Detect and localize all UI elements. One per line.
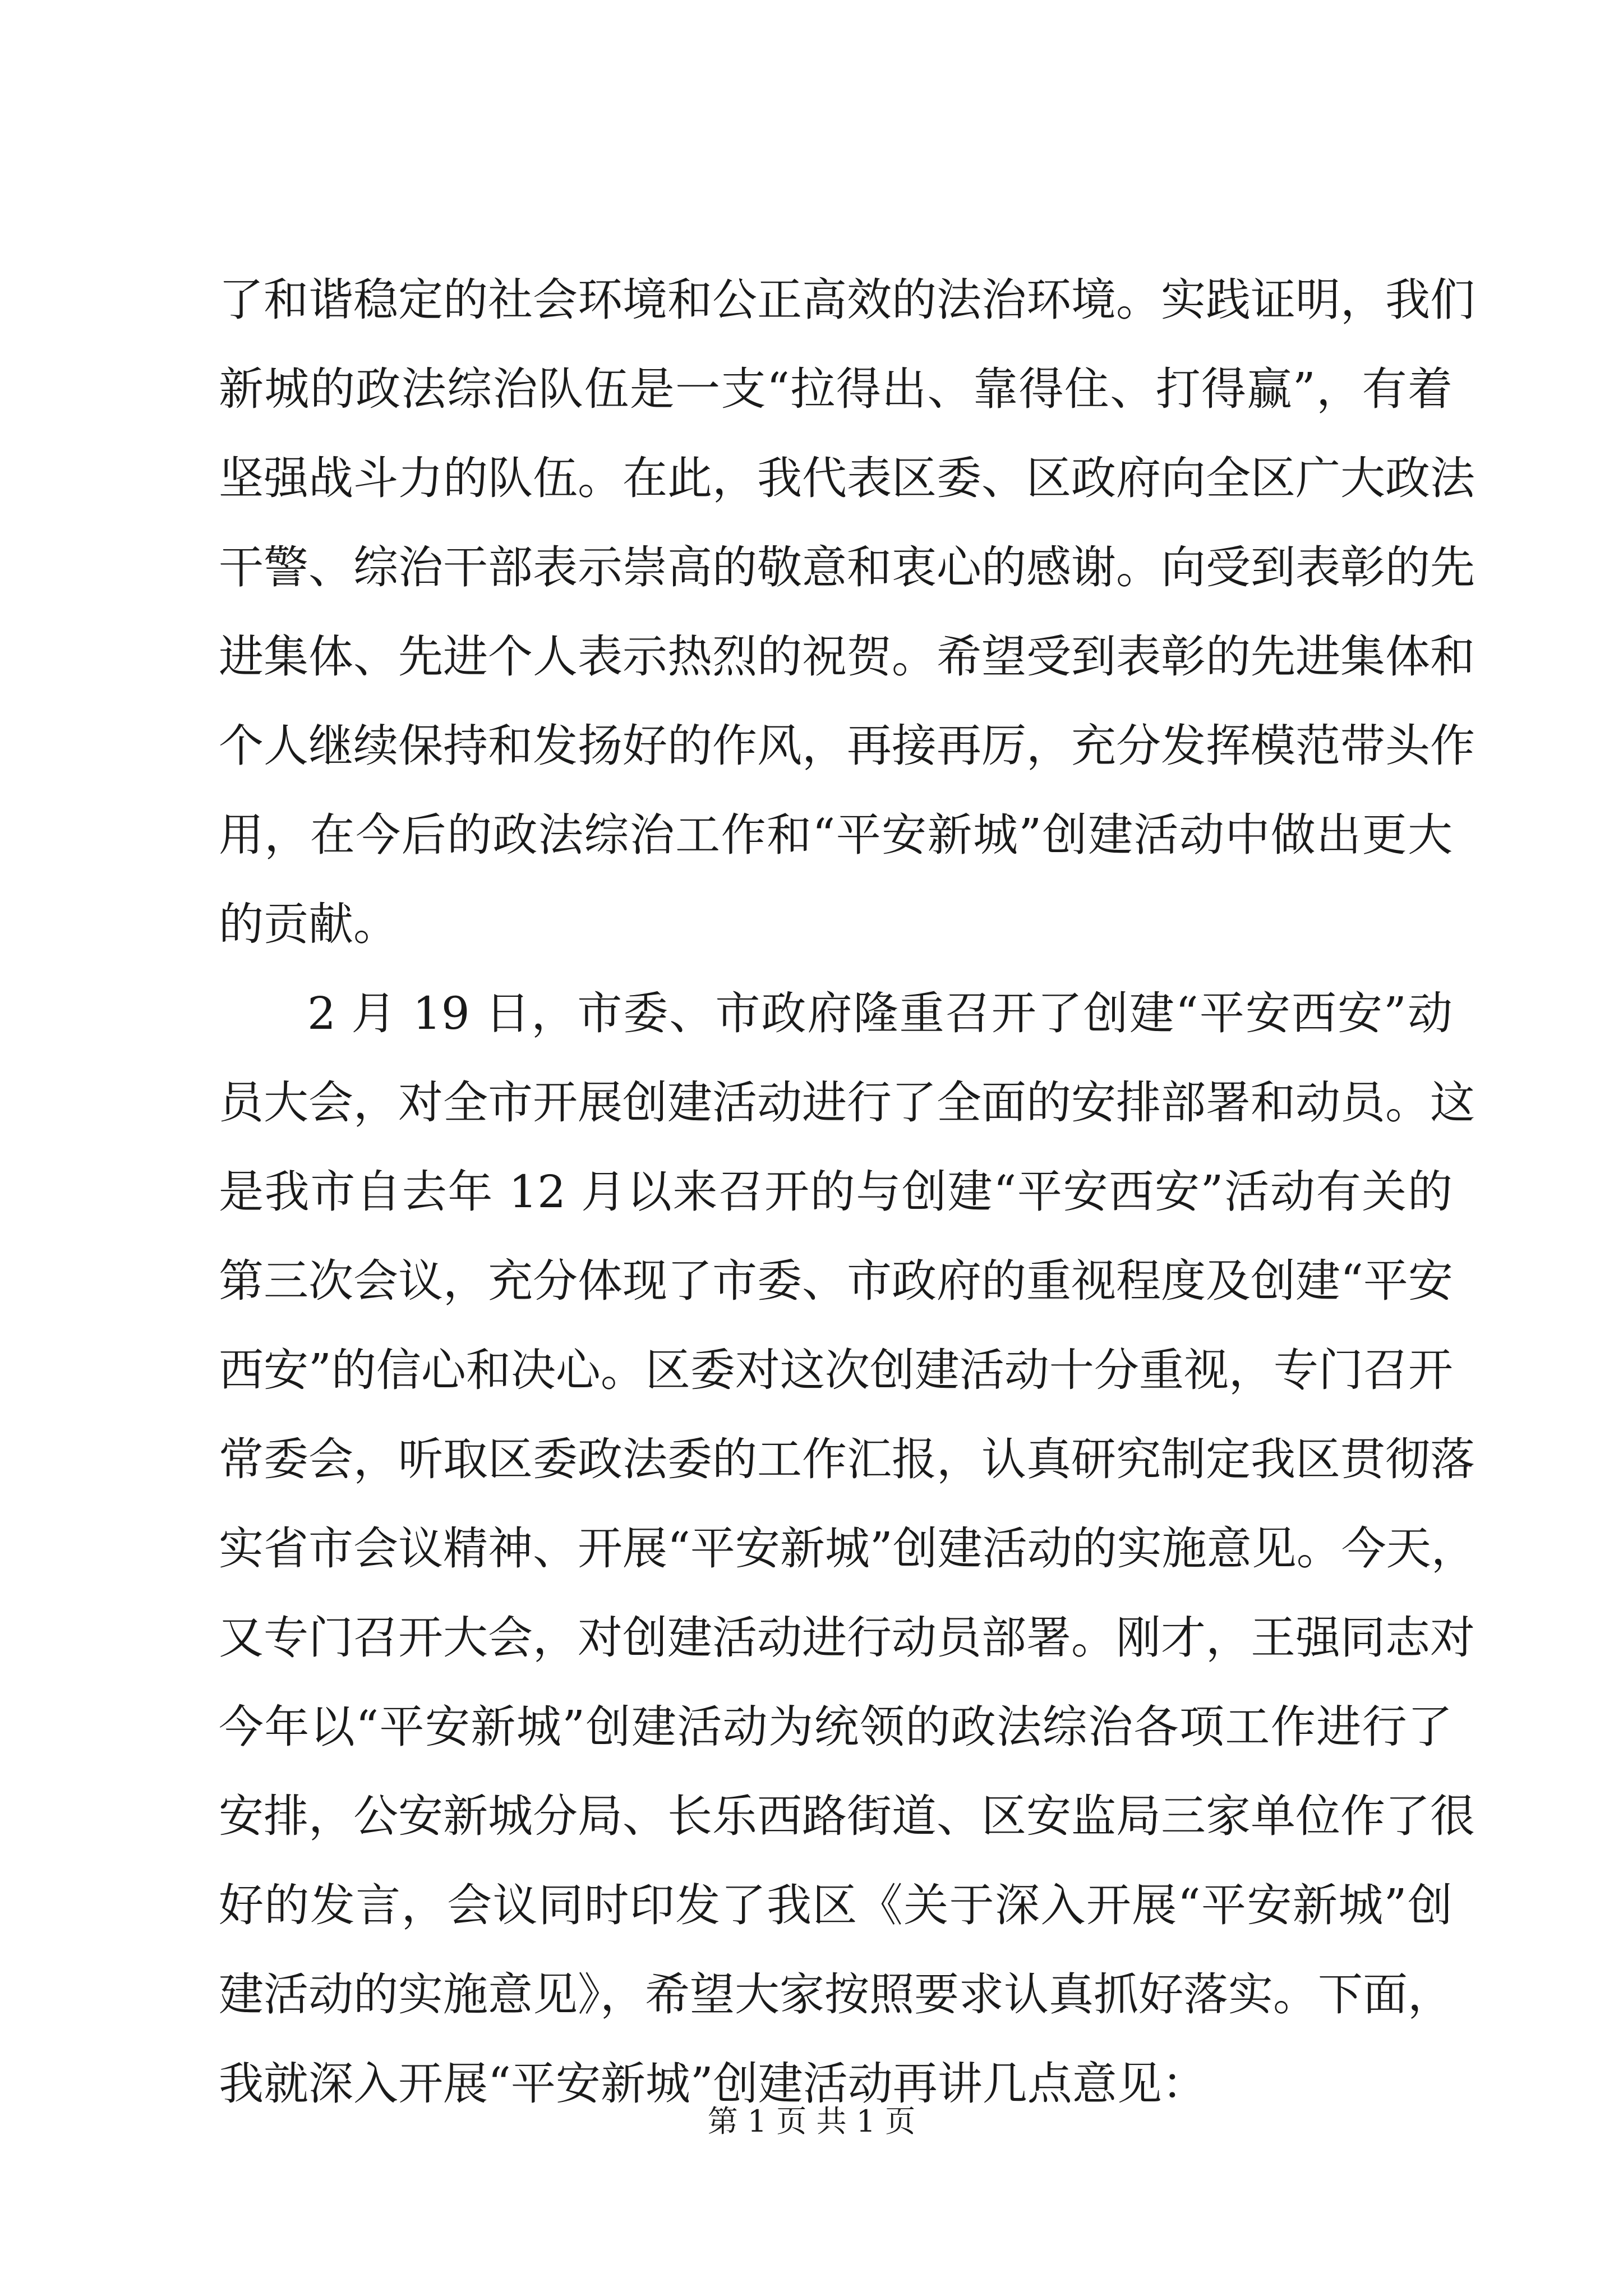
text-line: 建活动的实施意见》，希望大家按照要求认真抓好落实。下面， [219,1968,1453,2021]
text-line: 2 月 19 日，市委、市政府隆重召开了创建“平安西安”动 [307,987,1453,1039]
text-line: 干警、综治干部表示崇高的敬意和衷心的感谢。向受到表彰的先 [219,541,1475,593]
text-line: 了和谐稳定的社会环境和公正高效的法治环境。实践证明，我们 [219,274,1475,326]
text-line: 我就深入开展“平安新城”创建活动再讲几点意见： [219,2058,1207,2110]
text-line: 的贡献。 [219,898,398,950]
text-line: 用，在今后的政法综治工作和“平安新城”创建活动中做出更大 [219,809,1453,861]
text-line: 安排，公安新城分局、长乐西路街道、区安监局三家单位作了很 [219,1790,1475,1842]
text-line: 又专门召开大会，对创建活动进行动员部署。刚才，王强同志对 [219,1612,1475,1664]
paragraph [219,255,1475,969]
text-line: 个人继续保持和发扬好的作风，再接再厉，充分发挥模范带头作 [219,720,1475,772]
text-line: 好的发言，会议同时印发了我区《关于深入开展“平安新城”创 [219,1879,1453,1931]
page-footer: 第 1 页 共 1 页 [707,2104,916,2139]
text-line: 员大会，对全市开展创建活动进行了全面的安排部署和动员。这 [219,1076,1475,1129]
document-body [219,255,1476,2128]
text-line: 是我市自去年 12 月以来召开的与创建“平安西安”活动有关的 [219,1166,1453,1218]
text-line: 新城的政法综治队伍是一支“拉得出、靠得住、打得赢”，有着 [219,363,1453,415]
text-line: 西安”的信心和决心。区委对这次创建活动十分重视，专门召开 [219,1344,1453,1396]
text-line: 常委会，听取区委政法委的工作汇报，认真研究制定我区贯彻落 [219,1433,1475,1485]
text-line: 实省市会议精神、开展“平安新城”创建活动的实施意见。今天， [219,1522,1476,1575]
text-line: 进集体、先进个人表示热烈的祝贺。希望受到表彰的先进集体和 [219,631,1475,683]
text-line: 今年以“平安新城”创建活动为统领的政法综治各项工作进行了 [219,1701,1453,1753]
text-line: 坚强战斗力的队伍。在此，我代表区委、区政府向全区广大政法 [219,452,1475,504]
paragraph [219,969,1476,2128]
text-line: 第三次会议，充分体现了市委、市政府的重视程度及创建“平安 [219,1255,1453,1307]
